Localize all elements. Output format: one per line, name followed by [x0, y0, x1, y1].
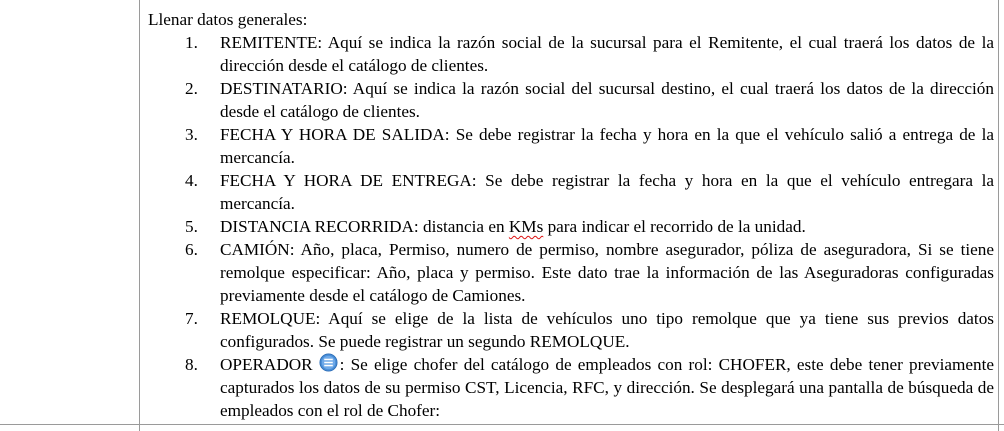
list-number: 5.: [185, 217, 198, 236]
list-number: 3.: [185, 125, 198, 144]
operador-label: OPERADOR: [220, 355, 313, 374]
spellcheck-word: KMs: [508, 217, 544, 236]
content-cell: [148, 8, 994, 422]
list-menu-icon[interactable]: [319, 353, 338, 372]
list-item: [148, 31, 994, 77]
list-number: 4.: [185, 171, 198, 190]
list-item-text: FECHA Y HORA DE ENTREGA: Se debe registrar la fecha y hora en la que el vehículo entregara la mercancía.: [220, 171, 994, 213]
list-item: [148, 123, 994, 169]
list-item-text: : Se elige chofer del catálogo de empleados con rol: CHOFER, este debe tener previamente capturados los datos de su permiso CST, Licencia, RFC, y dirección. Se desplegará una pantalla de búsqueda de empleados con el rol de Chofer:: [220, 355, 994, 420]
numbered-list: [148, 31, 994, 422]
intro-text: Llenar datos generales:: [148, 10, 308, 29]
list-number: 2.: [185, 79, 198, 98]
list-number: 7.: [185, 309, 198, 328]
list-item-text: CAMIÓN: Año, placa, Permiso, numero de permiso, nombre asegurador, póliza de aseguradora, Si se tiene remolque especificar: Año, placa y permiso. Este dato trae la información de las Aseguradoras configuradas previamente desde el catálogo de Camiones.: [220, 240, 994, 305]
list-item-text: DISTANCIA RECORRIDA: distancia en: [220, 217, 509, 236]
list-item: [148, 307, 994, 353]
list-number: 1.: [185, 33, 198, 52]
list-item-text: DESTINATARIO: Aquí se indica la razón social del sucursal destino, el cual traerá los datos de la dirección desde el catálogo de clientes.: [220, 79, 994, 121]
list-item: [148, 238, 994, 307]
list-item: [148, 169, 994, 215]
list-item-text: REMOLQUE: Aquí se elige de la lista de vehículos uno tipo remolque que ya tiene sus previos datos configurados. Se puede registrar un segundo REMOLQUE.: [220, 309, 994, 351]
list-item: [148, 353, 994, 422]
table-border-left: [139, 0, 140, 431]
list-item-text: FECHA Y HORA DE SALIDA: Se debe registrar la fecha y hora en la que el vehículo salió a entrega de la mercancía.: [220, 125, 994, 167]
list-number: 8.: [185, 355, 198, 374]
table-border-right: [998, 0, 999, 431]
list-item-text-end: para indicar el recorrido de la unidad.: [543, 217, 806, 236]
list-item-text: REMITENTE: Aquí se indica la razón social de la sucursal para el Remitente, el cual traerá los datos de la dirección desde el catálogo de clientes.: [220, 33, 994, 75]
list-item: [148, 77, 994, 123]
list-number: 6.: [185, 240, 198, 259]
table-border-bottom: [0, 424, 1004, 425]
list-item: [148, 215, 994, 238]
